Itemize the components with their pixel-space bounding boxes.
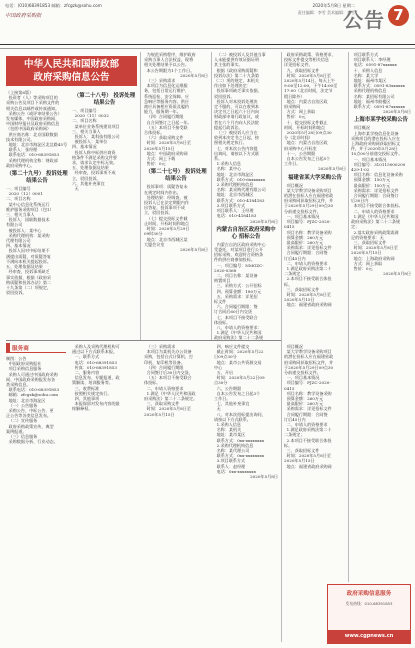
bottom-column-4	[214, 344, 278, 642]
header-divider	[0, 48, 415, 49]
col1-subtitle-1: （第二十九号） 投诉处理结果公告	[6, 171, 68, 185]
col-divider-2	[211, 52, 212, 340]
promo-url[interactable]: www.cgpnews.cn	[328, 630, 410, 643]
col3-subtitle-1: 内蒙古自治区政府采购中心 招标公告	[216, 226, 276, 240]
column-1a	[6, 90, 68, 340]
column-3	[214, 52, 278, 340]
bottom-text-3: （三）采购需求 本项目为某机关办公设备 采购，包括台式计算机、打 印机、复印机等设备。 （四）合同履行期限 合同签订后30日内交货。 （五）本项目不接受联合 体投标。 二、申请人资格要求 1.满足《中华人民共和国政 府采购法》第二十二条规定。 三、获取采购文件 时间：2020年5月8日至 2020年5月15日	[144, 344, 198, 417]
bottom-column-1	[6, 356, 68, 642]
column-5	[351, 52, 411, 580]
header-contact: 电话：(010)68391853 邮箱：zfcgzk@sohu.com	[5, 3, 102, 8]
col-divider-1	[140, 52, 141, 340]
col1-body-2: 一、项目编号 2020（11）0032 二、项目名称 某单位业务系统建设项目 三、相关当事人 投诉人：某科技有限公司 被投诉人：某单位 四、基本情况 投诉人称中标供应商资 格条件不满足采购文件要 求，请求认定中标无效。 五、处理依据及结果 经审查，投诉事项不成 立，驳回投诉。 六、其他补充事宜 无	[72, 108, 120, 192]
col4-subtitle-1: 福建省某大学采购公告	[288, 174, 342, 181]
col3-body-1: （二）被投诉人及其他当事 人未能提供有效证据证明 其主张的事实。 根据《政府采购质疑和 投诉办法》第二十九条第 （二）项的规定，本机关 作出如下处理决定： 投诉事项缺乏事实依据， 驳回投诉。 投诉人对本投诉处理决 定不服的，可以在收到本 决定书之日起六十日内向 财政部申请行政复议，或 者在六个月内向人民法院 提起行政诉讼。 （三）被投诉人应当在 收到本决定书之日起，按 照相关规定执行。 七、对本次公告内容提 出询问，请按以下方式联 系。 1.采购人信息 名称：某中心 地址：北京市海淀区 联系方式：010-6xxxxxxx 2.采购代理机构信息 名称：某采购代理有限公司 地址：北京市西城区 联系方式：010-4184183 3.项目联系方式 项目联系人：王经理 电话：010-4184183	[214, 52, 266, 219]
page-number-badge: 7	[388, 5, 409, 26]
bottom-text-5: 1.采购人信息 名称：某机关 地址：某市某区 联系方式：0xx-xxxxxxxx 2.采购代理机构信息 名称：某代理公司 联系方式：0xx-xxxxxxxx 3.项目联系方式 联系人：赵经理 电话：0xx-xxxxxxxx	[216, 422, 265, 474]
col2-body-2: 投诉事项：质疑答复未 在规定时间内作出。 处理结果：经调查，被 投诉人已在法定期限内作 出答复，投诉事项不成 立，驳回投诉。 （七）提交投标文件截 止时间、开标时间和地点 时间：2020年5月29日 09时30分 地点：北京市西城区某 大厦会议室	[144, 184, 190, 247]
main-title-line1: 中华人民共和国财政部	[23, 59, 119, 70]
col4-body-1: 政府采购政策、资格要求、 投标文件提交等相关信息 详见招标文件。 九、获取招标文件 时间：2020年5月8日至 2020年5月14日，每天上午 9:00至12:00，下午14:00至 17:00（北京时间，法定节 假日除外） 地点：内蒙古自治区政 府采购网 方式：网上获取 售价：0元 十、提交投标文件截止 时间、开标时间和地点 2020年5月28日09点30 分（北京时间） 地点：内蒙古自治区政 府采购中心开标室 十一、公告期限 自本公告发布之日起5个 工作日。	[284, 52, 338, 167]
column-2	[144, 52, 208, 340]
col1-intro: （上接第6版） 投资者（人）等采购项目的 采购公告及项目下采购文件的 相关信息以邮件或传真通知。 采购公告（或评审结果公告） 发布媒体，中国政府采购网、 中国财经报社及政府采购信息 （包括中国政府采购网） 供应商名称：北京国联数据 技术有限公司。 地址：北京市海淀区北洼路45号 联系人：张经理 联系电话：010-68391853 采购代理机构全称：财政部 政府采购中心。	[6, 90, 68, 168]
bottom-date: 2020年5月8日	[250, 474, 278, 480]
bottom-text-1: 制图：公告 中国政府采购报社 项目采购信息服务 采购人可通过中国政府采购 网、中国政府采购报发布各 类采购信息。 联系电话：010-68391853 邮箱：zfcgzk@sohu.com 地址：北京市海淀区 （一）公告服务 采购公告、中标公告、更 正公告等各类信息发布。 （二）宣传服务 政府采购政策宣传、典型 案例报道。 （三）信息服务 采购数据分析、行业动态。	[6, 356, 60, 445]
main-title-box	[6, 56, 137, 86]
bottom-column-2	[72, 344, 136, 642]
column-4	[284, 52, 346, 340]
col3-date-1: 2020年5月8日	[250, 218, 278, 224]
col2-body-1: （三）采购需求 本项目为信息化运维服 务，包括日常运行维护、 系统巡检、安全保障、应 急响应等服务内容。供应 商应具备相应资质及履约 能力，服务期一年。 （四）合同履行期限 自合同签订之日起一年。 （五）本项目不接受联 合体投标。 （六）获取采购文件 时间：2020年5月8日至 2020年5月15日 地点：中国政府采购网 方式：网上下载 售价：0元	[144, 78, 192, 167]
section-title: 公告	[343, 8, 385, 32]
col5-body-2: 项目概况 上海市某学校信息化设备 采购项目的潜在投标人应在 上海政府采购网获取招标文 件，并于2020年5月28日 10点00分前递交投标文件。 一、项目基本情况 项目编号：310115000200 429-1-02 项目名称：信息化设备采购 预算金额：150万元 最高限价：150万元 采购需求：详见招标文件 合同履行期限：合同签订 后30日内 本项目不接受联合体投标。 二、申请人的资格要求 1.满足《中华人民共和国 政府采购法》第二十二条规 定； 2.落实政府采购政策需满 足的资格要求：无 三、获取招标文件 时间：2020年5月8日至 2020年5月15日 地点：上海政府采购网 方式：网上获取 售价：0元	[351, 125, 406, 271]
section-flag-icon	[6, 343, 10, 352]
col-divider-3	[281, 52, 282, 642]
page-header	[0, 0, 415, 45]
column-1b	[72, 90, 137, 340]
promo-desc: 发布热线：010-68391853	[345, 601, 393, 606]
col1-subtitle-2: （第二十八号） 投诉处理结果公告	[73, 93, 136, 106]
col5-body-1: 项目联系方式 项目联系人：李经理 电话：0591-87xxxxxx 十、采购人信息 名称：某大学 地址：福州市某区 联系方式：0591-83xxxxxx 采购代理机构信息 名称：某招标有限公司 地址：福州市鼓楼区 联系方式：0591-87xxxxxx	[353, 52, 405, 110]
col1-body-1: 一、项目编号 2020（12）0001 二、项目名称 某中心信息化系统运行 维护服务采购项目（包1） 三、相关当事人 投诉人：国联数据技术 有限公司 被投诉人：某中心 采购代理机构：某采购 代理有限公司 四、基本情况 投诉人因对中标结果不 满提出质疑，对质疑答复 不满向本机关提起投诉。 五、处理依据及结果 经审查，投诉事项缺乏 事实依据，根据《政府采 购质疑和投诉办法》第二 十九条第（二）项规定， 驳回投诉。	[6, 186, 54, 296]
bottom-text-4b: 项目概况 某大学教学设备采购项目 的潜在投标人应在福建省政 府采购网获取招标文件，并 于2020年5月29日09点30 分前递交投标文件。 一、项目基本情况 项目编号：FJZC-2020- 0415 项目名称：教学设备采购 预算金额：260万元 最高限价：260万元 采购需求：详见招标文件 合同履行期限：合同签 订后45日内 二、申请人的资格要求 1.满足政府采购法第二十 二条规定； 2.本项目不接受联合体投 标。 三、获取招标文件 时间：2020年5月8日至 2020年5月15日 地点：福建省政府采购网	[284, 344, 334, 469]
col5-subtitle-1: 上海市某学校采购公告	[354, 117, 408, 124]
bottom-band-rule	[6, 340, 281, 341]
col2-date-2: 2020年5月8日	[180, 246, 208, 252]
col2-date-1: 2020年5月8日	[180, 72, 208, 78]
col-divider-4	[348, 52, 349, 582]
bottom-text-4: 四、响应文件提交 截止时间：2020年5月22 日09点30分 地点：某市公共资源交易 中心 五、开启 时间：2020年5月22日09 点30分 六、公告期限 自本公告发布之日起3个 工作日。 七、其他补充事宜 无 八、对本次招标提出询问， 请按以下方式联系。	[214, 344, 266, 422]
paper-name: 中国政府采购报	[5, 13, 42, 19]
col5-date-2: 2020年5月8日	[383, 271, 411, 277]
bottom-column-3	[144, 344, 208, 642]
bottom-section-tag	[6, 343, 66, 353]
col2-intro: 为规范采购程序，维护政府 采购当事人合法权益，现将 相关处理结果予以公告。 本公告期限为1个工作日。	[144, 52, 196, 73]
bottom-text-2: 采购人及采购代理机构可 通过以下方式联系本报。 一、联系方式 电话：010-68391853 传真：010-68391853 二、服务内容 信息发布、专题报道、政 策解读、培训服务等。 三、收费标准 按照相关规定执行。 四、其他事项 本报保留对发布内容的最 终解释权。	[72, 344, 120, 412]
col5-date-1: 2020年5月8日	[383, 109, 411, 115]
col2-subtitle-1: （第二十七号） 投诉处理结果公告	[145, 169, 207, 183]
promo-title: 政府采购信息服务	[346, 591, 392, 597]
col4-date-1: 2020年5月8日	[318, 166, 346, 172]
col3-body-2: 内蒙古自治区政府采购中心 受委托，对某项目进行公开 招标采购，欢迎符合资格条 件的供应商参加投标。 一、项目编号：NMGZC- 2020-0368 二、项目名称：某设备 购置项目 三、采购方式：公开招标 四、预算金额：180万元 五、采购需求：详见招 标文件 六、合同履行期限：签 订合同后60日内交货 七、本项目不接受联合 体投标。 八、申请人的资格要求： 1.满足《中华人民共和国 政府采购法》第二十二条规	[214, 241, 266, 340]
header-editor: 责任编辑：李雪 美术编辑：李雪	[297, 10, 355, 15]
bottom-section-label: 服务商	[12, 346, 29, 352]
header-date: 2020年5月8日 星期二	[312, 3, 355, 8]
col4-body-2: 项目概况 某大学教学设备采购项目 的潜在投标人应在福建省政 府采购网获取招标文件，并 于2020年5月29日09点30 分前递交投标文件。 一、项目基本情况 项目编号：FJZC-2020- 0415 项目名称：教学设备采购 预算金额：260万元 最高限价：260万元 采购需求：详见招标文件 合同履行期限：合同签 订后45日内 二、申请人的资格要求 1.满足政府采购法第二十 二条规定； 2.本项目不接受联合体投 标。 三、获取招标文件 时间：2020年5月8日至 2020年5月15日 地点：福建省政府采购网	[284, 182, 334, 308]
main-title-line2: 政府采购信息公告	[33, 72, 110, 83]
promo-box	[327, 584, 411, 644]
